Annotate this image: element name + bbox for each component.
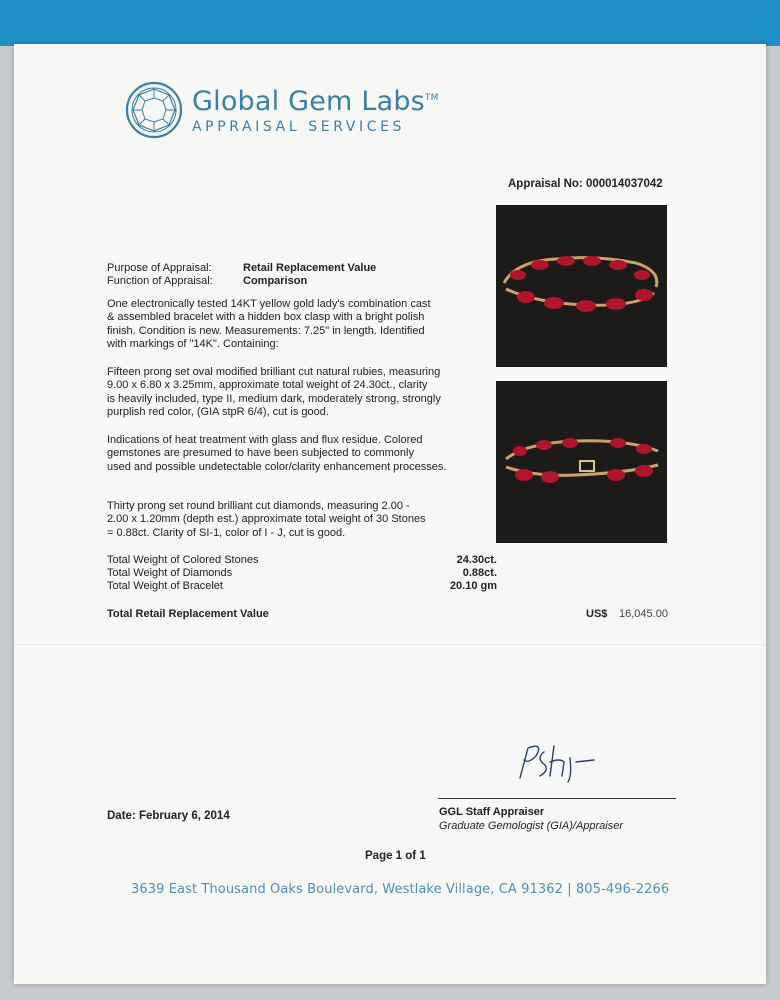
- treatment-line: Indications of heat treatment with glass and flux residue. Colored: [107, 434, 423, 446]
- appraiser-signature: [514, 736, 604, 786]
- rubies-line: purplish red color, (GIA stpR 6/4), cut is good.: [107, 406, 329, 419]
- footer-address: 3639 East Thousand Oaks Boulevard, Westlake Village, CA 91362 | 805-496-2266: [131, 882, 670, 897]
- weight-label: Total Weight of Diamonds: [107, 567, 233, 579]
- appraiser-title: GGL Staff Appraiser: [439, 806, 545, 818]
- brand-subtitle: APPRAISAL SERVICES: [192, 118, 406, 135]
- appraisal-date: Date: February 6, 2014: [107, 810, 230, 822]
- appraisal-purpose-block: [107, 262, 376, 288]
- description-line: with markings of "14K". Containing:: [107, 338, 279, 351]
- total-value-label: Total Retail Replacement Value: [107, 608, 269, 620]
- top-blue-band: [0, 0, 780, 46]
- rubies-line: Fifteen prong set oval modified brilliant cut natural rubies, measuring: [107, 366, 441, 378]
- purpose-value: Retail Replacement Value: [243, 262, 377, 274]
- appraisal-number: Appraisal No: 000014037042: [508, 178, 663, 190]
- weight-value: 20.10 gm: [449, 580, 497, 592]
- bracelet-photo-top: [496, 205, 667, 367]
- weight-row-colored-stones: [107, 554, 497, 566]
- treatment-paragraph: [107, 434, 446, 474]
- function-label: Function of Appraisal:: [107, 275, 213, 287]
- page-number: Page 1 of 1: [365, 850, 426, 862]
- description-line: finish. Condition is new. Measurements: 7.25" in length. Identified: [107, 324, 425, 337]
- gem-logo-icon: [124, 80, 184, 140]
- rubies-line: is heavily included, type II, medium dark, moderately strong, strongly: [107, 392, 441, 405]
- paper-fold-line: [14, 644, 766, 646]
- total-currency: US$: [586, 608, 608, 620]
- weight-value: 24.30ct.: [456, 554, 497, 566]
- description-line: One electronically tested 14KT yellow gold lady's combination cast: [107, 298, 431, 310]
- appraiser-credential: Graduate Gemologist (GIA)/Appraiser: [439, 820, 624, 832]
- appraisal-document: [14, 44, 766, 984]
- weight-row-diamonds: [107, 567, 497, 579]
- purpose-label: Purpose of Appraisal:: [107, 262, 212, 274]
- function-value: Comparison: [243, 275, 308, 287]
- weight-label: Total Weight of Bracelet: [107, 580, 223, 592]
- treatment-line: gemstones are presumed to have been subjected to commonly: [107, 447, 414, 460]
- bracelet-photo-bottom: [496, 381, 667, 543]
- description-line: & assembled bracelet with a hidden box clasp with a bright polish: [107, 311, 425, 324]
- signature-line: [438, 798, 676, 799]
- diamonds-line: Thirty prong set round brilliant cut diamonds, measuring 2.00 -: [107, 500, 410, 512]
- diamonds-line: = 0.88ct. Clarity of SI-1, color of I - J, cut is good.: [107, 526, 346, 539]
- weight-row-bracelet: [107, 580, 497, 592]
- weight-value: 0.88ct.: [462, 567, 497, 579]
- rubies-line: 9.00 x 6.80 x 3.25mm, approximate total weight of 24.30ct., clarity: [107, 379, 428, 392]
- total-value-amount: 16,045.00: [619, 608, 668, 620]
- description-paragraph: [107, 298, 431, 352]
- weight-label: Total Weight of Colored Stones: [107, 554, 259, 566]
- rubies-paragraph: [107, 366, 441, 420]
- treatment-line: used and possible undetectable color/clarity enhancement processes.: [107, 460, 447, 473]
- diamonds-line: 2.00 x 1.20mm (depth est.) approximate total weight of 30 Stones: [107, 513, 426, 526]
- brand-logo: [124, 80, 439, 140]
- diamonds-paragraph: [107, 500, 426, 540]
- purpose-row: [107, 262, 376, 275]
- brand-name: Global Gem Labs™: [192, 85, 439, 117]
- function-row: [107, 275, 376, 288]
